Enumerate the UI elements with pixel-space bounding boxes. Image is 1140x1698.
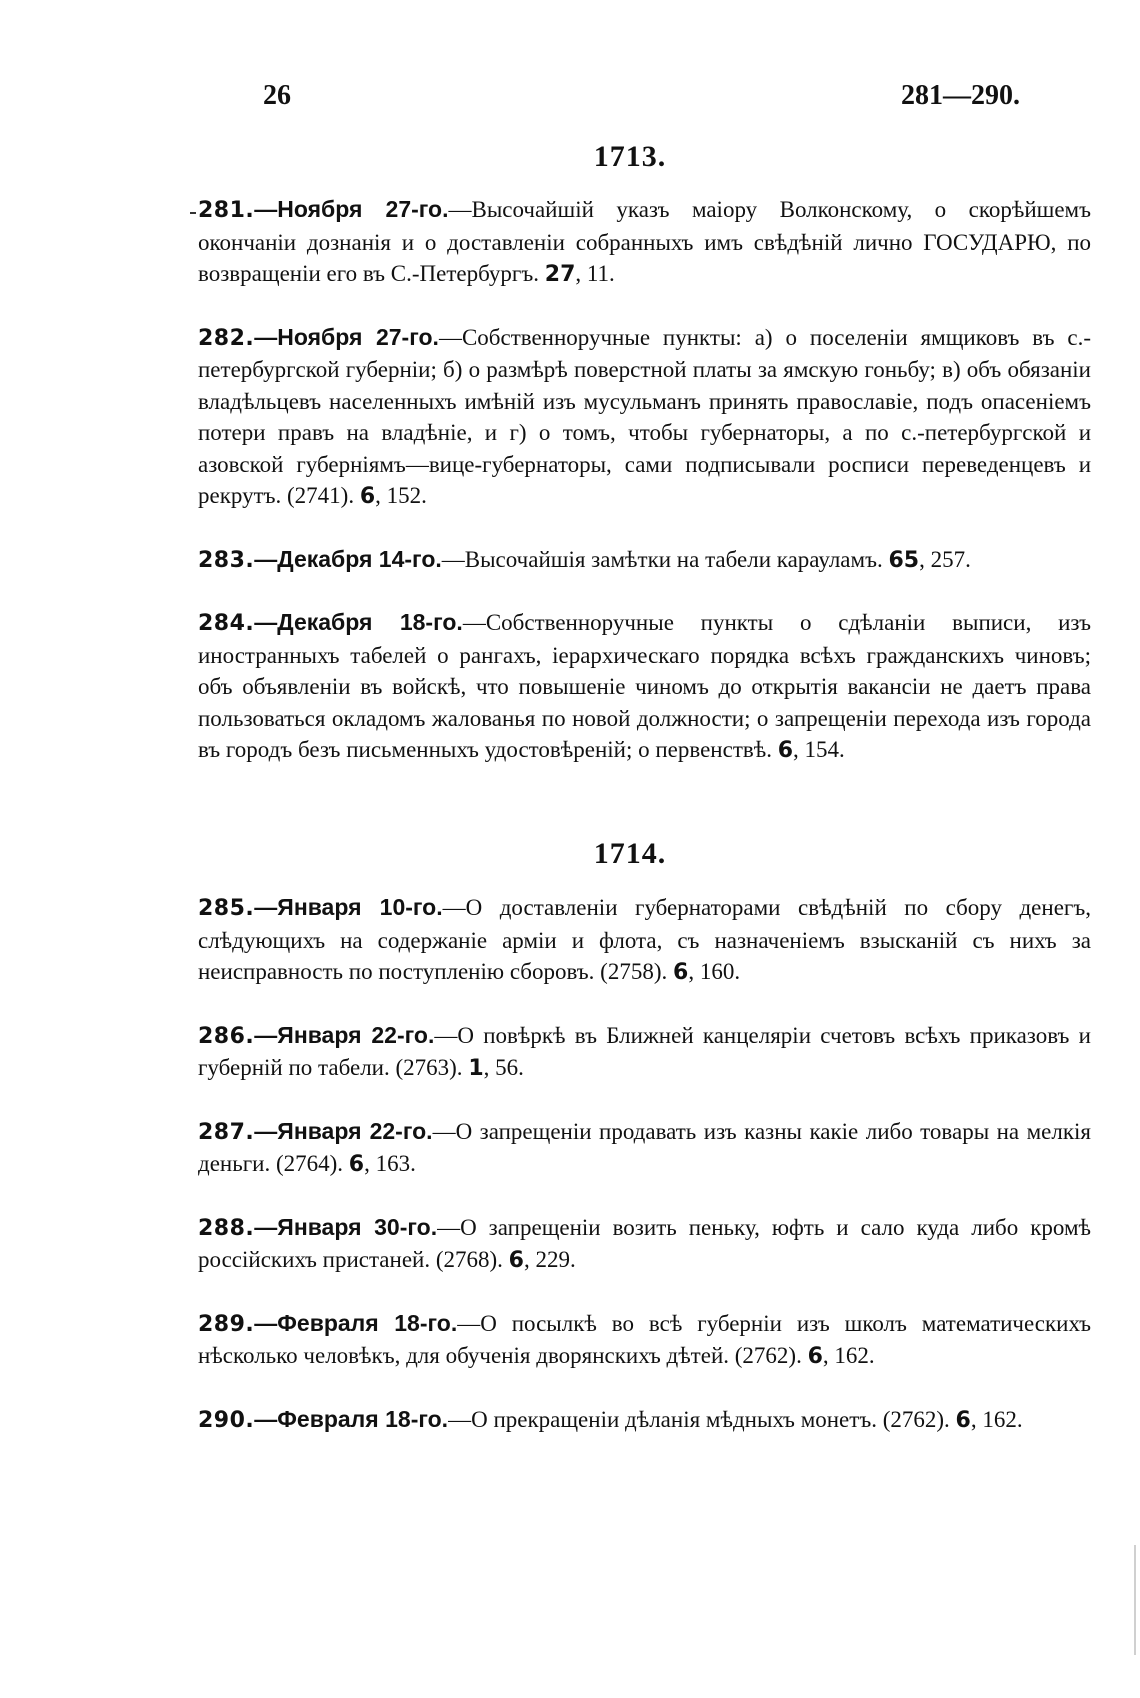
entry-number: 287.: [198, 1119, 255, 1145]
entry-volume: 6: [955, 1407, 971, 1433]
entry-number: 281.: [198, 198, 255, 223]
entry-number: 289.: [198, 1311, 255, 1337]
entry-volume: 6: [348, 1152, 365, 1177]
entry-page: , 163.: [364, 1151, 416, 1176]
entry-page: , 229.: [523, 1247, 576, 1272]
entry-number: 284.: [198, 611, 255, 636]
scan-edge-line: [1134, 1545, 1136, 1655]
entry-date: —Января 22-го.: [254, 1021, 435, 1048]
page-number: 26: [263, 80, 291, 111]
entry-text: —О доставленіи губернаторами свѣдѣній по сбору денегъ, слѣдующихъ на содержаніе арміи и флота, съ назначеніемъ взысканій съ нихъ за неисправность по поступленію сборовъ. (2758).: [198, 895, 1091, 984]
entry-286: [198, 1020, 1091, 1085]
entry-text: —О запрещеніи продавать изъ казны какіе либо товары на мелкія деньги. (2764).: [198, 1118, 1091, 1176]
entry-288: [198, 1212, 1091, 1277]
entry-287: [198, 1116, 1091, 1181]
entry-date: —Ноября 27-го.: [254, 323, 439, 350]
entry-page: , 162.: [822, 1343, 875, 1368]
entry-page: , 56.: [483, 1055, 524, 1080]
running-head: [263, 80, 1020, 120]
entry-text: —О посылкѣ во всѣ губерніи изъ школъ математическихъ нѣсколько человѣкъ, для обученія дворянскихъ дѣтей. (2762).: [198, 1310, 1091, 1368]
entry-290: [198, 1404, 1091, 1437]
entry-289: [198, 1308, 1091, 1373]
entry-text: —Высочайшія замѣтки на табели карауламъ.: [441, 546, 883, 572]
entry-date: —Февраля 18-го.: [254, 1309, 458, 1336]
entry-number: 290.: [198, 1407, 255, 1433]
entry-date: —Ноября 27-го.: [254, 196, 449, 222]
entry-page: , 11.: [575, 261, 615, 286]
entry-number: 282.: [198, 325, 255, 351]
year-heading-1713: 1713.: [593, 140, 667, 173]
entry-284: [198, 607, 1091, 767]
entry-volume: 6: [673, 960, 689, 985]
entry-number: 283.: [198, 547, 255, 573]
entry-text: —О запрещеніи возить пеньку, юфть и сало куда либо кромѣ россійскихъ пристаней. (2768).: [198, 1214, 1091, 1272]
entry-page: , 162.: [970, 1406, 1023, 1432]
entry-volume: 6: [508, 1248, 524, 1273]
entry-number: 288.: [198, 1215, 255, 1241]
entry-date: —Декабря 14-го.: [254, 545, 442, 572]
entry-volume: 65: [888, 547, 920, 573]
year-heading-1714: 1714.: [593, 837, 667, 870]
entry-volume: 6: [807, 1344, 823, 1369]
entry-text: —Собственноручные пункты: а) о поселеніи ямщиковъ въ с.-петербургской губерніи; б) о размѣрѣ поверстной платы за ямскую гоньбу; в) объ обязаніи владѣльцевъ населенныхъ имѣній изъ мусульманъ принять православіе, подъ опасеніемъ потери правъ на владѣніе, и г) о томъ, чтобы губернаторы, а по с.-петербургской и азовской губерніямъ—вице-губернаторы, сами подписывали росписи переведенцевъ и рекрутъ. (2741).: [198, 324, 1092, 508]
entry-282: [198, 322, 1091, 513]
entry-283: [198, 544, 1091, 577]
entry-volume: 6: [359, 484, 376, 509]
entry-page: , 160.: [688, 959, 741, 984]
entry-volume: 6: [777, 738, 794, 763]
entry-volume: 27: [544, 262, 576, 287]
entry-285: [198, 892, 1091, 989]
entry-page: , 257.: [919, 546, 971, 572]
entry-date: —Января 10-го.: [254, 894, 443, 920]
entry-date: —Января 22-го.: [254, 1117, 433, 1144]
entry-text: —Высочайшій указъ маіору Волконскому, о скорѣйшемъ окончаніи дознанія и о доставленіи собранныхъ имъ свѣдѣній лично ГОСУДАРЮ, по возвращеніи его въ С.-Петербургъ.: [198, 197, 1092, 286]
entry-date: —Декабря 18-го.: [254, 609, 463, 635]
entries-1713: [198, 194, 1091, 798]
entry-date: —Февраля 18-го.: [254, 1405, 449, 1432]
entry-date: —Января 30-го.: [254, 1213, 438, 1240]
entry-page: , 152.: [375, 483, 427, 508]
entry-number: 286.: [198, 1023, 255, 1049]
entry-range: 281—290.: [901, 80, 1020, 111]
entry-text: —Собственноручные пункты о сдѣланіи выписи, изъ иностранныхъ табелей о рангахъ, іерархическаго порядка всѣхъ гражданскихъ чиновъ; объ объявленіи въ войскѣ, что повышеніе чиномъ до открытія вакансіи не даетъ права пользоваться окладомъ жалованья по новой должности; о запрещеніи перехода изъ города въ городъ безъ письменныхъ удостовѣреній; о первенствѣ.: [198, 610, 1092, 762]
entry-text: —О повѣркѣ въ Ближней канцеляріи счетовъ всѣхъ приказовъ и губерній по табели. (2763).: [198, 1022, 1091, 1080]
entries-1714: [198, 892, 1091, 1467]
entry-text: —О прекращеніи дѣланія мѣдныхъ монетъ. (2762).: [448, 1406, 950, 1432]
margin-mark: [190, 212, 196, 214]
entry-page: , 154.: [793, 737, 845, 762]
entry-volume: 1: [468, 1056, 484, 1081]
entry-281: [198, 194, 1091, 291]
entry-number: 285.: [198, 896, 255, 921]
